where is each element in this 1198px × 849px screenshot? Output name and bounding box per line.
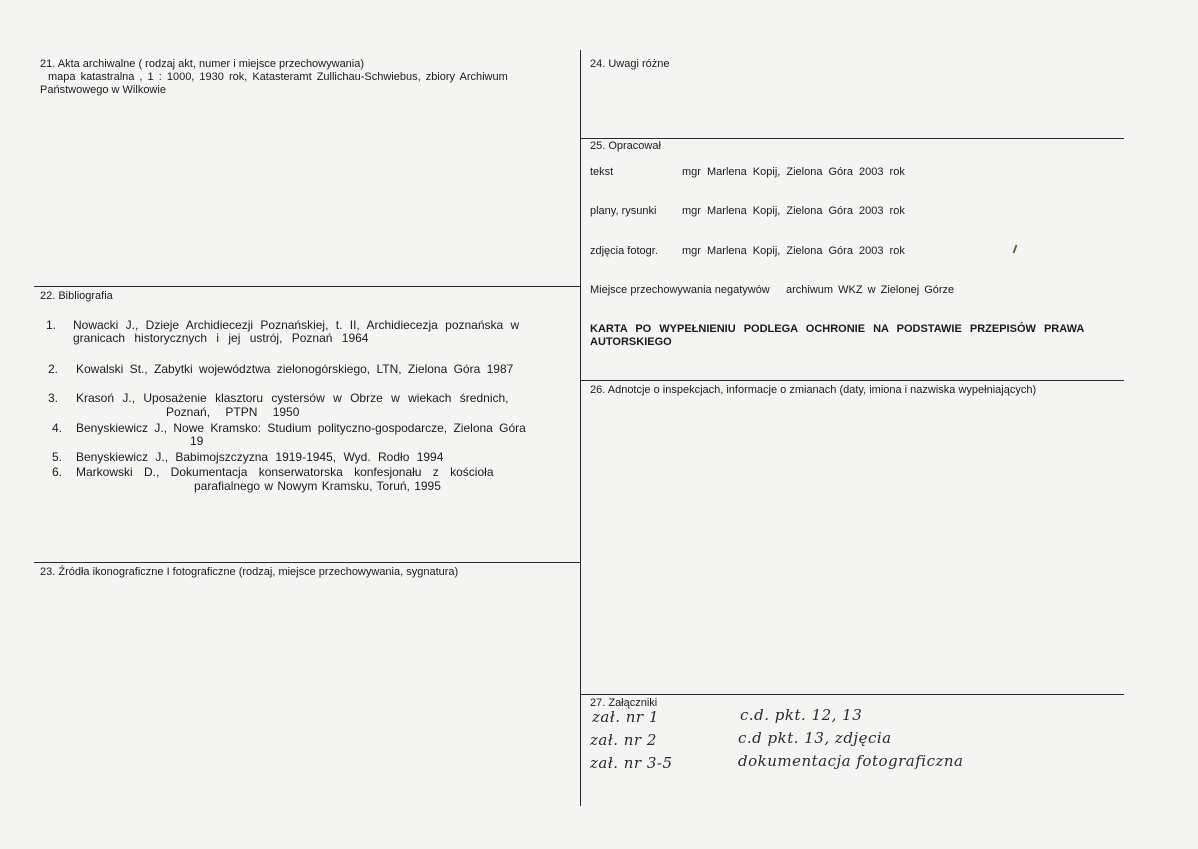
bib-item-6-number: 6.	[52, 465, 63, 479]
author-plans-label: plany, rysunki	[590, 205, 657, 217]
bib-item-1-line2: granicach historycznych i jej ustrój, Poznań 1964	[73, 331, 369, 345]
attachment-3-description: dokumentacja fotograficzna	[738, 752, 964, 770]
divider-22-23	[34, 562, 580, 563]
section-21-line1: mapa katastralna , 1 : 1000, 1930 rok, Katasteramt Zullichau-Schwiebus, zbiory Archiwum	[48, 71, 508, 83]
section-26-heading: 26. Adnotcje o inspekcjach, informacje o zmianach (daty, imiona i nazwiska wypełniających)	[590, 384, 1037, 396]
bib-item-6-line1: Markowski D., Dokumentacja konserwatorska konfesjonału z kościoła	[76, 465, 494, 479]
section-22-heading: 22. Bibliografia	[40, 290, 113, 302]
bib-item-3-number: 3.	[48, 391, 59, 405]
bib-item-2-line1: Kowalski St., Zabytki województwa zielonogórskiego, LTN, Zielona Góra 1987	[76, 362, 514, 376]
bib-item-1-number: 1.	[46, 318, 57, 332]
attachment-2-description: c.d pkt. 13, zdjęcia	[738, 729, 892, 747]
attachment-1-number: zał. nr 1	[592, 708, 659, 726]
divider-21-22	[34, 286, 580, 287]
bib-item-6-line2: parafialnego w Nowym Kramsku, Toruń, 1995	[194, 479, 441, 493]
author-photos-label: zdjęcia fotogr.	[590, 245, 658, 257]
bib-item-5-number: 5.	[52, 450, 63, 464]
divider-24-25	[580, 138, 1124, 139]
attachment-2-number: zał. nr 2	[590, 731, 657, 749]
section-21-line2: Państwowego w Wilkowie	[40, 84, 166, 96]
negatives-label: Miejsce przechowywania negatywów	[590, 284, 770, 296]
author-photos-value: mgr Marlena Kopij, Zielona Góra 2003 rok	[682, 245, 905, 257]
divider-25-26	[580, 380, 1124, 381]
copyright-notice-line1: KARTA PO WYPEŁNIENIU PODLEGA OCHRONIE NA PODSTAWIE PRZEPISÓW PRAWA	[590, 323, 1085, 335]
bib-item-3-line1: Krasoń J., Uposażenie klasztoru cystersów w Obrze w wiekach średnich,	[76, 391, 509, 405]
author-plans-value: mgr Marlena Kopij, Zielona Góra 2003 rok	[682, 205, 905, 217]
bib-item-4-line2: 19	[190, 434, 204, 448]
bib-item-3-line2: Poznań, PTPN 1950	[166, 405, 300, 419]
attachment-3-number: zał. nr 3-5	[590, 754, 673, 772]
bib-item-2-number: 2.	[48, 362, 59, 376]
section-21-heading: 21. Akta archiwalne ( rodzaj akt, numer i miejsce przechowywania)	[40, 58, 365, 70]
bib-item-5-line1: Benyskiewicz J., Babimojszczyzna 1919-1945, Wyd. Rodło 1994	[76, 450, 444, 464]
bib-item-4-number: 4.	[52, 421, 63, 435]
negatives-value: archiwum WKZ w Zielonej Górze	[786, 284, 955, 296]
author-text-label: tekst	[590, 166, 614, 178]
section-23-heading: 23. Źródła ikonograficzne I fotograficzne (rodzaj, miejsce przechowywania, sygnatura)	[40, 566, 459, 578]
divider-26-27	[580, 694, 1124, 695]
attachment-1-description: c.d. pkt. 12, 13	[740, 706, 863, 724]
center-divider	[580, 50, 581, 806]
pen-tick-mark	[1007, 245, 1018, 253]
author-text-value: mgr Marlena Kopij, Zielona Góra 2003 rok	[682, 166, 905, 178]
copyright-notice-line2: AUTORSKIEGO	[590, 336, 672, 348]
section-24-heading: 24. Uwagi różne	[590, 58, 670, 70]
section-25-heading: 25. Opracował	[590, 140, 661, 152]
bib-item-4-line1: Benyskiewicz J., Nowe Kramsko: Studium polityczno-gospodarcze, Zielona Góra	[76, 421, 526, 435]
bib-item-1-line1: Nowacki J., Dzieje Archidiecezji Poznańskiej, t. II, Archidiecezja poznańska w	[73, 318, 520, 332]
section-27-heading: 27. Załączniki	[590, 697, 658, 709]
